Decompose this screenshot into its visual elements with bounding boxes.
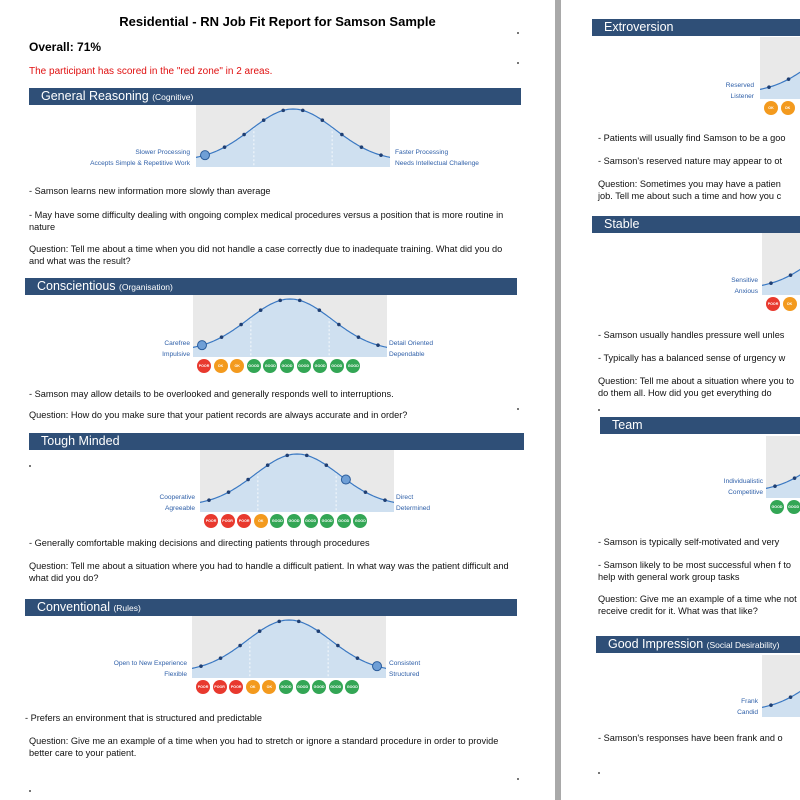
rating-badge-good: GOOD [353,514,367,528]
section-text: - Samson's reserved nature may appear to ot [598,156,783,166]
low-trait-label: Flexible [164,671,187,678]
high-trait-label: Detail Oriented [389,340,433,347]
score-marker [198,341,207,350]
rating-badge-good: GOOD [313,359,327,373]
section-text: - Samson likely to be most successful when f to help with general work group tasks [598,560,792,582]
rating-badge-ok: OK [214,359,228,373]
low-trait-label: Accepts Simple & Repetitive Work [90,160,190,167]
rating-badge-poor: POOR [766,297,780,311]
high-trait-label: Direct [396,494,414,501]
curve-point [277,620,281,624]
low-trait-label: Candid [737,709,758,716]
rating-badge-ok: OK [246,680,260,694]
bell-curve-svg [192,616,386,678]
section-title: Conventional [37,600,110,614]
rating-badge-good: GOOD [263,359,277,373]
low-trait-label: Slower Processing [135,149,190,156]
low-trait-label: Impulsive [162,351,190,358]
rating-badge-good: GOOD [247,359,261,373]
section-subtitle: (Cognitive) [152,92,194,102]
rating-badge-good: GOOD [297,359,311,373]
rating-badge-good: GOOD [280,359,294,373]
rating-badge-poor: POOR [197,359,211,373]
rating-badge-good: GOOD [329,680,343,694]
section-text: - Samson usually handles pressure well unles [598,330,785,340]
low-trait-label: Frank [741,698,758,705]
curve-point [239,323,243,327]
section-header-good-impression [596,636,800,653]
curve-point [789,695,793,699]
curve-point [207,498,211,502]
page-marker [517,62,519,64]
curve-point [242,133,246,137]
rating-badge-good: GOOD [279,680,293,694]
section-header-general-reasoning [29,88,521,105]
low-trait-label: Agreeable [164,505,195,512]
curve-point [227,490,231,494]
curve-point [325,463,329,467]
interview-question: Question: Tell me about a situation where you to do them all. How did you get everything do [598,376,794,398]
rating-scale [764,101,795,115]
curve-point [278,299,282,303]
bell-curve-svg [196,105,390,167]
low-trait-labels [60,338,190,360]
section-text: - Samson is typically self-motivated and very [598,537,780,547]
interview-question: Question: Give me an example of a time when you had to stretch or ignore a standard procedure in order to provide better care to your patient. [29,736,499,758]
high-trait-labels [396,492,526,514]
curve-point [317,629,321,633]
curve-point [376,343,380,347]
low-trait-label: Cooperative [159,494,195,501]
section-header-stable [592,216,800,233]
low-trait-label: Sensitive [731,277,758,284]
rating-badge-good: GOOD [346,359,360,373]
section-text: - May have some difficulty dealing with ongoing complex medical procedures versus a position that is more routine in nature [29,210,504,232]
section-header-tough-minded [29,433,524,450]
curve-point [364,490,368,494]
section-title: Stable [604,217,640,231]
low-trait-label: Open to New Experience [113,660,187,667]
low-trait-label: Individualistic [723,478,763,485]
bell-curve-svg [762,233,800,295]
curve-point [223,145,227,149]
section-text: - Patients will usually find Samson to be a goo [598,133,786,143]
rating-scale [204,514,367,528]
interview-question: Question: How do you make sure that your patient records are always accurate and in order? [29,410,408,420]
curve-point [769,281,773,285]
rating-badge-poor: POOR [204,514,218,528]
curve-point [285,454,289,458]
rating-badge-good: GOOD [320,514,334,528]
curve-point [336,644,340,648]
curve-point [787,77,791,81]
bell-curve-chart-general-reasoning [196,105,390,167]
bell-curve-chart-conventional [192,616,386,678]
score-marker [341,475,350,484]
curve-point [360,145,364,149]
curve-point [383,498,387,502]
report-page-right [561,0,800,800]
section-title: Good Impression [608,637,704,651]
bell-curve-chart-team [766,436,800,498]
low-trait-label: Carefree [164,340,190,347]
curve-point [337,323,341,327]
curve-point [793,476,797,480]
section-text: - Samson learns new information more slowly than average [29,186,271,196]
low-trait-labels [661,80,754,102]
rating-badge-poor: POOR [221,514,235,528]
section-subtitle: (Organisation) [119,282,173,292]
rating-badge-good: GOOD [312,680,326,694]
high-trait-label: Needs Intellectual Challenge [395,160,479,167]
page-marker [598,772,600,774]
red-zone-notice: The participant has scored in the "red zone" in 2 areas. [29,66,273,77]
curve-point [773,484,777,488]
page-marker [29,465,31,467]
high-trait-labels [389,658,519,680]
low-trait-labels [661,275,758,297]
rating-badge-ok: OK [781,101,795,115]
section-title: Extroversion [604,20,674,34]
section-text: - Typically has a balanced sense of urgency w [598,353,786,363]
section-header-conscientious [25,278,517,295]
rating-badge-ok: OK [764,101,778,115]
rating-badge-ok: OK [262,680,276,694]
rating-badge-ok: OK [783,297,797,311]
curve-point [281,109,285,113]
high-trait-label: Consistent [389,660,421,667]
section-text: - Generally comfortable making decisions and directing patients through procedures [29,538,370,548]
section-header-conventional [25,599,517,616]
low-trait-labels [661,476,763,498]
low-trait-labels [60,147,190,169]
curve-point [379,153,383,157]
rating-badge-good: GOOD [345,680,359,694]
score-marker [201,151,210,160]
rating-badge-ok: OK [230,359,244,373]
curve-point [305,454,309,458]
interview-question: Question: Tell me about a situation where you had to handle a difficult patient. In what way was the patient difficult and what did you do? [29,561,509,583]
rating-badge-good: GOOD [787,500,800,514]
bell-curve-svg [766,436,800,498]
curve-point [321,118,325,122]
low-trait-label: Competitive [728,489,763,496]
bell-curve-svg [200,450,394,512]
rating-badge-poor: POOR [213,680,227,694]
curve-point [357,335,361,339]
bell-curve-svg [760,37,800,99]
rating-badge-good: GOOD [304,514,318,528]
low-trait-labels [57,658,187,680]
rating-badge-good: GOOD [270,514,284,528]
bell-curve-chart-tough-minded [200,450,394,512]
rating-badge-ok: OK [254,514,268,528]
section-title: General Reasoning [41,89,149,103]
curve-point [220,335,224,339]
rating-badge-poor: POOR [229,680,243,694]
rating-scale [766,297,797,311]
rating-badge-good: GOOD [296,680,310,694]
section-text: - Samson may allow details to be overlooked and generally responds well to interruptions. [29,389,394,399]
bell-curve-chart-extroversion [760,37,800,99]
curve-point [789,273,793,277]
bell-curve-svg [193,295,387,357]
section-subtitle: (Rules) [113,603,141,613]
section-text: - Prefers an environment that is structured and predictable [25,713,262,723]
rating-badge-poor: POOR [237,514,251,528]
section-header-team [600,417,800,434]
rating-badge-good: GOOD [770,500,784,514]
high-trait-label: Faster Processing [395,149,449,156]
high-trait-labels [395,147,525,169]
curve-point [301,109,305,113]
high-trait-label: Structured [389,671,420,678]
page-marker [29,790,31,792]
bell-curve-chart-stable [762,233,800,295]
curve-point [266,463,270,467]
section-text: - Samson's responses have been frank and o [598,733,783,743]
rating-badge-good: GOOD [287,514,301,528]
rating-scale [197,359,360,373]
low-trait-labels [661,696,758,718]
high-trait-label: Determined [396,505,431,512]
curve-point [246,478,250,482]
bell-curve-svg [762,655,800,717]
curve-point [238,644,242,648]
curve-point [219,656,223,660]
curve-point [199,664,203,668]
page-marker [517,408,519,410]
curve-point [769,703,773,707]
high-trait-labels [389,338,519,360]
interview-question: Question: Sometimes you may have a patien job. Tell me about such a time and how you c [598,179,782,201]
low-trait-label: Anxious [734,288,758,295]
high-trait-label: Dependable [389,351,425,358]
low-trait-label: Listener [730,93,754,100]
page-marker [517,778,519,780]
section-title: Tough Minded [41,434,120,448]
rating-badge-good: GOOD [337,514,351,528]
curve-point [259,308,263,312]
curve-point [262,118,266,122]
page-marker [517,32,519,34]
interview-question: Question: Give me an example of a time whe not receive credit for it. What was that like? [598,594,797,616]
section-title: Team [612,418,643,432]
curve-point [318,308,322,312]
section-header-extroversion [592,19,800,36]
report-title: Residential - RN Job Fit Report for Samson Sample [119,14,436,29]
rating-badge-poor: POOR [196,680,210,694]
page-marker [598,409,600,411]
overall-score: Overall: 71% [29,40,102,54]
curve-point [297,620,301,624]
curve-point [356,656,360,660]
section-subtitle: (Social Desirability) [706,640,780,650]
bell-curve-chart-conscientious [193,295,387,357]
bell-curve-chart-good-impression [762,655,800,717]
rating-badge-good: GOOD [330,359,344,373]
section-title: Conscientious [37,279,116,293]
rating-scale [196,680,359,694]
score-marker [373,662,382,671]
curve-point [258,629,262,633]
low-trait-label: Reserved [725,82,754,89]
curve-point [298,299,302,303]
rating-scale [770,500,800,514]
interview-question: Question: Tell me about a time when you did not handle a case correctly due to inadequate training. What did you do and what was the result? [29,244,503,266]
low-trait-labels [65,492,195,514]
curve-point [340,133,344,137]
curve-point [767,85,771,89]
